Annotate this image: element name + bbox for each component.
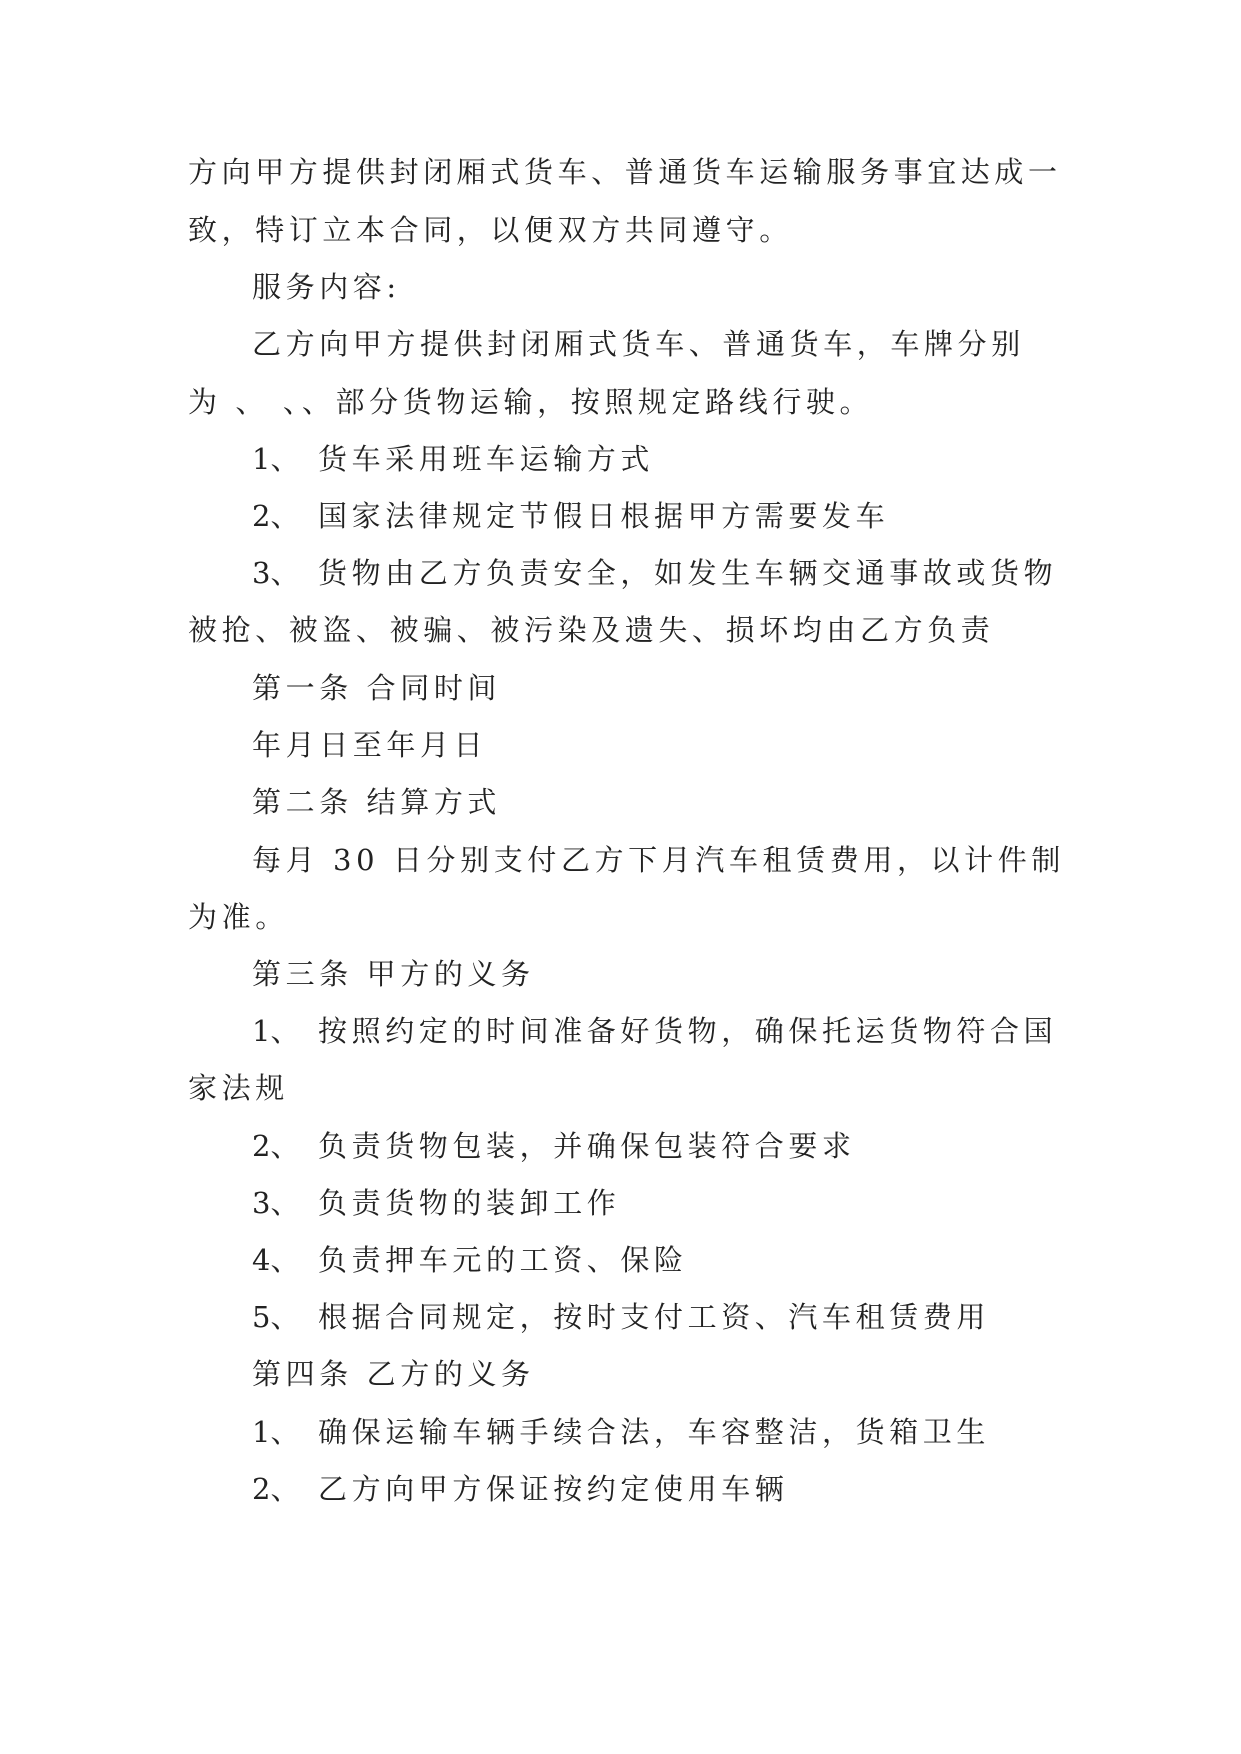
article-text: 年月日至年月日 — [252, 728, 488, 762]
article-item — [252, 1469, 1048, 1509]
article-item — [252, 1240, 1048, 1280]
item-text: 货车采用班车运输方式 — [318, 442, 655, 476]
service-heading: 服务内容: — [252, 270, 401, 304]
item-text: 负责货物的装卸工作 — [318, 1186, 621, 1220]
item-text: 国家法律规定节假日根据甲方需要发车 — [318, 499, 890, 533]
item-number: 3、 — [252, 556, 300, 590]
item-number: 1、 — [252, 1415, 300, 1449]
article-title: 第三条 甲方的义务 — [252, 957, 535, 991]
article-item — [252, 1011, 1058, 1051]
article-item-continuation: 家法规 — [188, 1071, 289, 1105]
item-text: 负责押车元的工资、保险 — [318, 1243, 688, 1277]
item-number: 2、 — [252, 499, 300, 533]
article-title: 第二条 结算方式 — [252, 785, 502, 819]
service-item-continuation: 被抢、被盗、被骗、被污染及遗失、损坏均由乙方负责 — [188, 613, 995, 647]
item-number: 5、 — [252, 1300, 300, 1334]
item-text: 根据合同规定，按时支付工资、汽车租赁费用 — [318, 1300, 991, 1334]
intro-line: 方向甲方提供封闭厢式货车、普通货车运输服务事宜达成一 — [188, 155, 1062, 189]
article-title: 第四条 乙方的义务 — [252, 1357, 535, 1391]
item-number: 4、 — [252, 1243, 300, 1277]
article-text: 为准。 — [188, 900, 289, 934]
service-item — [252, 553, 1058, 593]
item-text: 确保运输车辆手续合法，车容整洁，货箱卫生 — [318, 1415, 991, 1449]
service-paragraph: 为 、 、、部分货物运输，按照规定路线行驶。 — [188, 385, 874, 419]
article-item — [252, 1297, 1048, 1337]
service-paragraph: 乙方向甲方提供封闭厢式货车、普通货车，车牌分别 — [252, 327, 1025, 361]
item-number: 1、 — [252, 442, 300, 476]
item-number: 2、 — [252, 1129, 300, 1163]
intro-line: 致，特订立本合同，以便双方共同遵守。 — [188, 213, 793, 247]
service-item — [252, 496, 1048, 536]
item-text: 按照约定的时间准备好货物，确保托运货物符合国 — [318, 1014, 1058, 1048]
item-text: 货物由乙方负责安全，如发生车辆交通事故或货物 — [318, 556, 1058, 590]
item-number: 3、 — [252, 1186, 300, 1220]
item-number: 2、 — [252, 1472, 300, 1506]
article-item — [252, 1412, 1048, 1452]
article-title: 第一条 合同时间 — [252, 671, 502, 705]
article-item — [252, 1183, 1048, 1223]
article-item — [252, 1126, 1048, 1166]
service-item — [252, 439, 1048, 479]
article-text: 每月 30 日分别支付乙方下月汽车租赁费用，以计件制 — [252, 843, 1065, 877]
item-number: 1、 — [252, 1014, 300, 1048]
item-text: 负责货物包装，并确保包装符合要求 — [318, 1129, 856, 1163]
item-text: 乙方向甲方保证按约定使用车辆 — [318, 1472, 789, 1506]
